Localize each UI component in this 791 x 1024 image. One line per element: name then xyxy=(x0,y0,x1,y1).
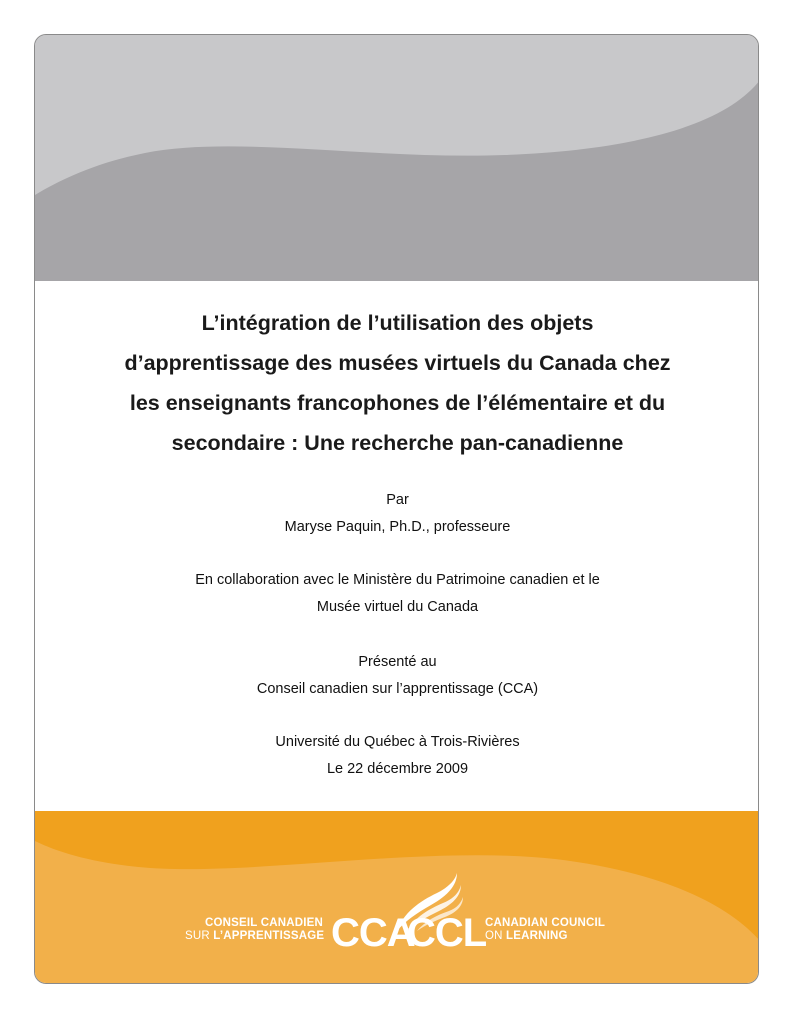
logo-abbr-ccl: CCL xyxy=(407,911,487,955)
cover-page xyxy=(34,34,759,984)
institution-name: Université du Québec à Trois-Rivières xyxy=(275,734,520,750)
institution-block xyxy=(55,729,740,783)
logo-fr-line2-b: L’APPRENTISSAGE xyxy=(213,930,325,942)
presented-block xyxy=(55,649,740,703)
title-line: L’intégration de l’utilisation des objets xyxy=(201,311,594,335)
logo-en-line2 xyxy=(485,930,625,943)
top-decorative-band xyxy=(35,35,758,281)
collaboration-block xyxy=(55,567,740,621)
author-name: Maryse Paquin, Ph.D., professeure xyxy=(284,519,511,535)
title-line: d’apprentissage des musées virtuels du Canada chez xyxy=(124,351,671,375)
presented-to: Conseil canadien sur l’apprentissage (CCA) xyxy=(256,681,539,697)
title-line: secondaire : Une recherche pan-canadienne xyxy=(171,431,624,455)
title-line: les enseignants francophones de l’élémentaire et du xyxy=(129,391,666,415)
logo-fr-line2 xyxy=(185,930,323,943)
logo-abbr-cca: CCA xyxy=(331,911,415,955)
collaboration-line: En collaboration avec le Ministère du Patrimoine canadien et le xyxy=(195,572,600,588)
logo-en-line2-a: ON xyxy=(485,930,507,942)
presented-label: Présenté au xyxy=(358,654,437,670)
logo-fr-line2-a: SUR xyxy=(185,930,214,942)
author-block xyxy=(55,487,740,541)
logo-en-line1: CANADIAN COUNCIL xyxy=(485,917,606,929)
logo-english-name xyxy=(485,917,625,943)
logo-french-name xyxy=(185,917,323,943)
document-title xyxy=(55,303,740,463)
top-wave-graphic xyxy=(35,35,759,281)
collaboration-line: Musée virtuel du Canada xyxy=(316,599,479,615)
logo-en-line2-b: LEARNING xyxy=(506,930,568,942)
ccl-logo xyxy=(185,873,615,953)
document-date: Le 22 décembre 2009 xyxy=(326,761,469,777)
by-label: Par xyxy=(386,492,409,508)
logo-fr-line1: CONSEIL CANADIEN xyxy=(205,917,323,929)
